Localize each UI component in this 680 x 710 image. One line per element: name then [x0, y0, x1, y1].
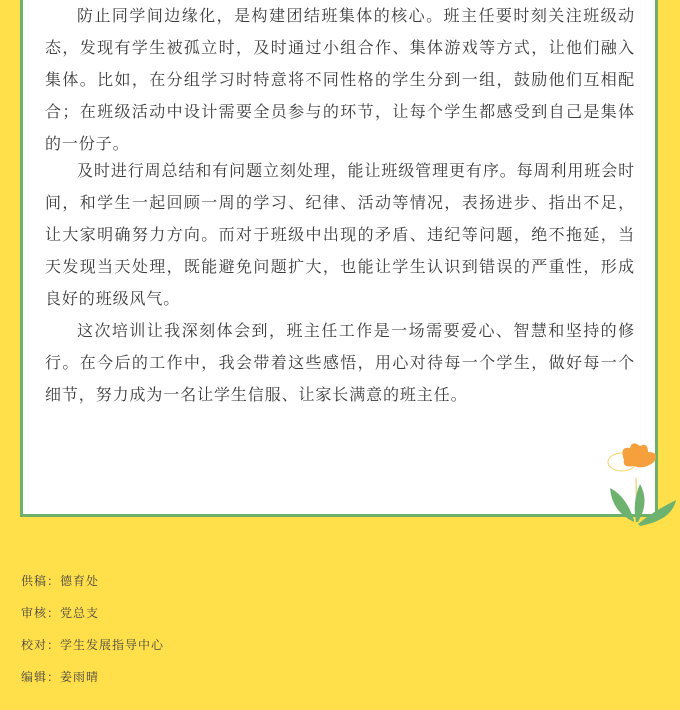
article-card	[20, 0, 658, 517]
flower-icon	[604, 440, 680, 530]
paragraph-1: 防止同学间边缘化，是构建团结班集体的核心。班主任要时刻关注班级动态，发现有学生被孤立时，及时通过小组合作、集体游戏等方式，让他们融入集体。比如，在分组学习时特意将不同性格的学生分到一组，鼓励他们互相配合；在班级活动中设计需要全员参与的环节，让每个学生都感受到自己是集体的一份子。	[45, 6, 635, 153]
credit-proofreader: 校对：学生发展指导中心	[21, 638, 165, 652]
credit-editor: 编辑：姜雨晴	[21, 670, 100, 684]
paragraph-3: 这次培训让我深刻体会到，班主任工作是一场需要爱心、智慧和坚持的修行。在今后的工作中，我会带着这些感悟，用心对待每一个学生，做好每一个细节，努力成为一名让学生信服、让家长满意的班主任。	[45, 321, 635, 404]
credit-reviewer: 审核：党总支	[21, 606, 100, 620]
paragraph-2: 及时进行周总结和有问题立刻处理，能让班级管理更有序。每周利用班会时间，和学生一起回顾一周的学习、纪律、活动等情况，表扬进步、指出不足，让大家明确努力方向。而对于班级中出现的矛盾、违纪等问题，绝不拖延，当天发现当天处理，既能避免问题扩大，也能让学生认识到错误的严重性，形成良好的班级风气。	[45, 161, 635, 308]
credits	[21, 572, 164, 700]
credit-contributor: 供稿：德育处	[21, 574, 100, 588]
